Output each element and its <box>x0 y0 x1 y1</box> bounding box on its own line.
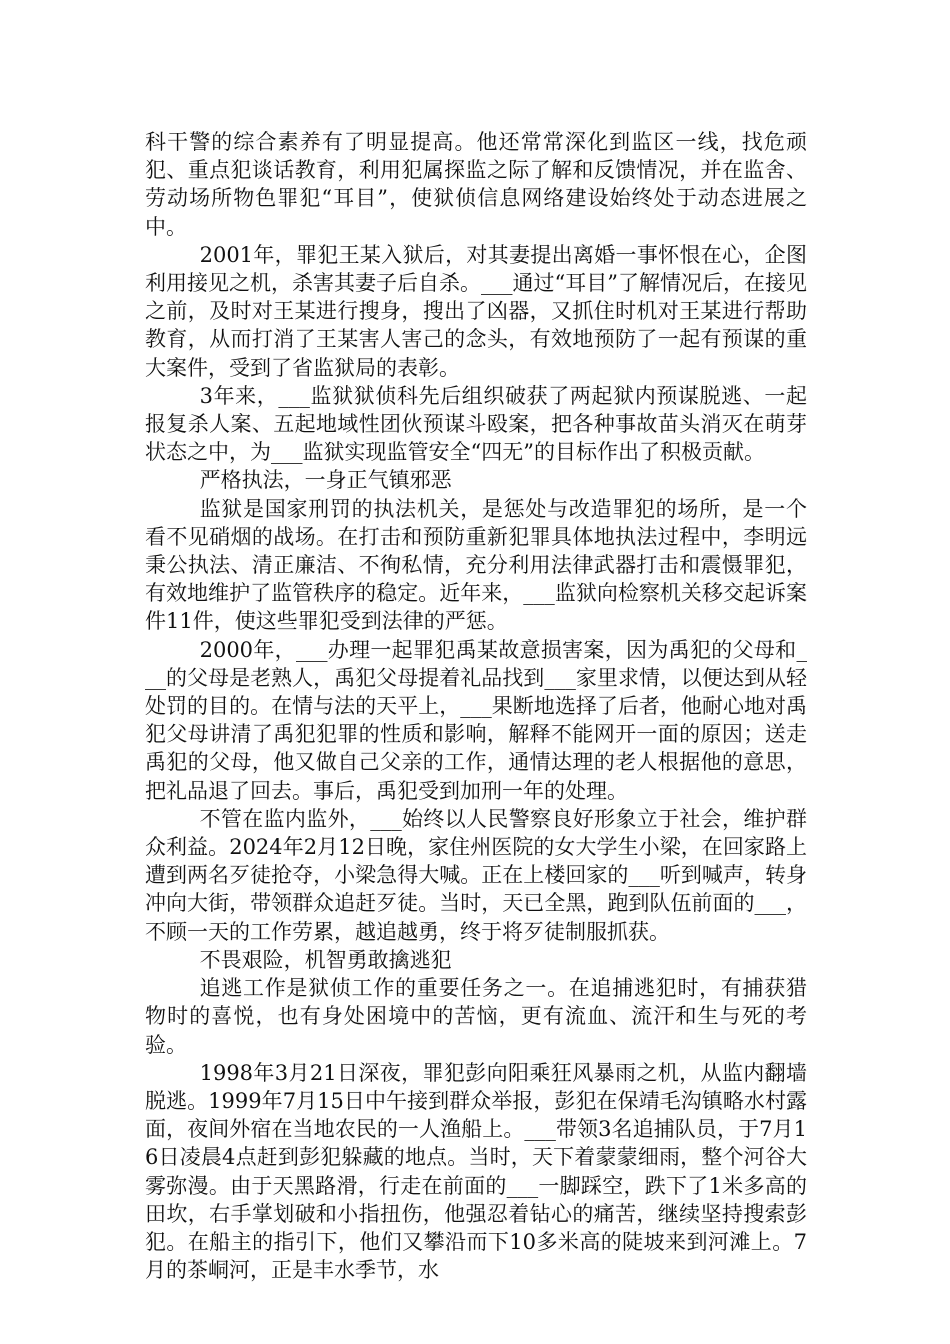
paragraph-public-service: 不管在监内监外，___始终以人民警察良好形象立于社会，维护群众利益。2024年2月12日晚，家住州医院的女大学生小梁，在回家路上遭到两名歹徒抢夺，小梁急得大喊。正在上楼回家的___听到喊声，转身冲向大街，带领群众追赶歹徒。当时，天已全黑，跑到队伍前面的___，不顾一天的工作劳累，越追越勇，终于将歹徒制服抓获。 <box>145 806 807 944</box>
document-body <box>145 128 807 1284</box>
paragraph-2000-case: 2000年，___办理一起罪犯禹某故意损害案，因为禹犯的父母和___的父母是老熟人，禹犯父母提着礼品找到___家里求情，以便达到从轻处罚的目的。在情与法的天平上，___果断地选择了后者，他耐心地对禹犯父母讲清了禹犯犯罪的性质和影响，解释不能网开一面的原因；送走禹犯的父母，他又做自己父亲的工作，通情达理的老人根据他的意思，把礼品退了回去。事后，禹犯受到加刑一年的处理。 <box>145 637 807 803</box>
paragraph-2001-case: 2001年，罪犯王某入狱后，对其妻提出离婚一事怀恨在心，企图利用接见之机，杀害其妻子后自杀。___通过“耳目”了解情况后，在接见之前，及时对王某进行搜身，搜出了凶器，又抓住时机对王某进行帮助教育，从而打消了王某害人害己的念头，有效地预防了一起有预谋的重大案件，受到了省监狱局的表彰。 <box>145 242 807 380</box>
paragraph-intro-continuation: 科干警的综合素养有了明显提高。他还常常深化到监区一线，找危顽犯、重点犯谈话教育，利用犯属探监之际了解和反馈情况，并在监舍、劳动场所物色罪犯“耳目”，使狱侦信息网络建设始终处于动态进展之中。 <box>145 130 807 239</box>
paragraph-three-years: 3年来，___监狱狱侦科先后组织破获了两起狱内预谋脱逃、一起报复杀人案、五起地域性团伙预谋斗殴案，把各种事故苗头消灭在萌芽状态之中，为___监狱实现监管安全“四无”的目标作出了积极贡献。 <box>145 383 807 465</box>
section-heading-strict-law: 严格执法，一身正气镇邪恶 <box>199 468 452 493</box>
paragraph-prison-role: 监狱是国家刑罚的执法机关，是惩处与改造罪犯的场所，是一个看不见硝烟的战场。在打击和预防重新犯罪具体地执法过程中，李明远秉公执法、清正廉洁、不徇私情，充分利用法律武器打击和震慑罪犯，有效地维护了监管秩序的稳定。近年来，___监狱向检察机关移交起诉案件11件，使这些罪犯受到法律的严惩。 <box>145 496 807 634</box>
section-heading-brave-capture: 不畏艰险，机智勇敢擒逃犯 <box>199 947 452 972</box>
paragraph-pursuit-work: 追逃工作是狱侦工作的重要任务之一。在追捕逃犯时，有捕获猎物时的喜悦，也有身处困境中的苦恼，更有流血、流汗和生与死的考验。 <box>145 976 807 1057</box>
paragraph-1998-escape: 1998年3月21日深夜，罪犯彭向阳乘狂风暴雨之机，从监内翻墙脱逃。1999年7月15日中午接到群众举报，彭犯在保靖毛沟镇略水村露面，夜间外宿在当地农民的一人渔船上。___带领3名追捕队员，于7月16日凌晨4点赶到彭犯躲藏的地点。当时，天下着蒙蒙细雨，整个河谷大雾弥漫。由于天黑路滑，行走在前面的___一脚踩空，跌下了1米多高的田坎，右手掌划破和小指扭伤，他强忍着钻心的痛苦，继续坚持搜索彭犯。在船主的指引下，他们又攀沿而下10多米高的陡坡来到河滩上。7月的茶峒河，正是丰水季节，水 <box>145 1060 807 1283</box>
